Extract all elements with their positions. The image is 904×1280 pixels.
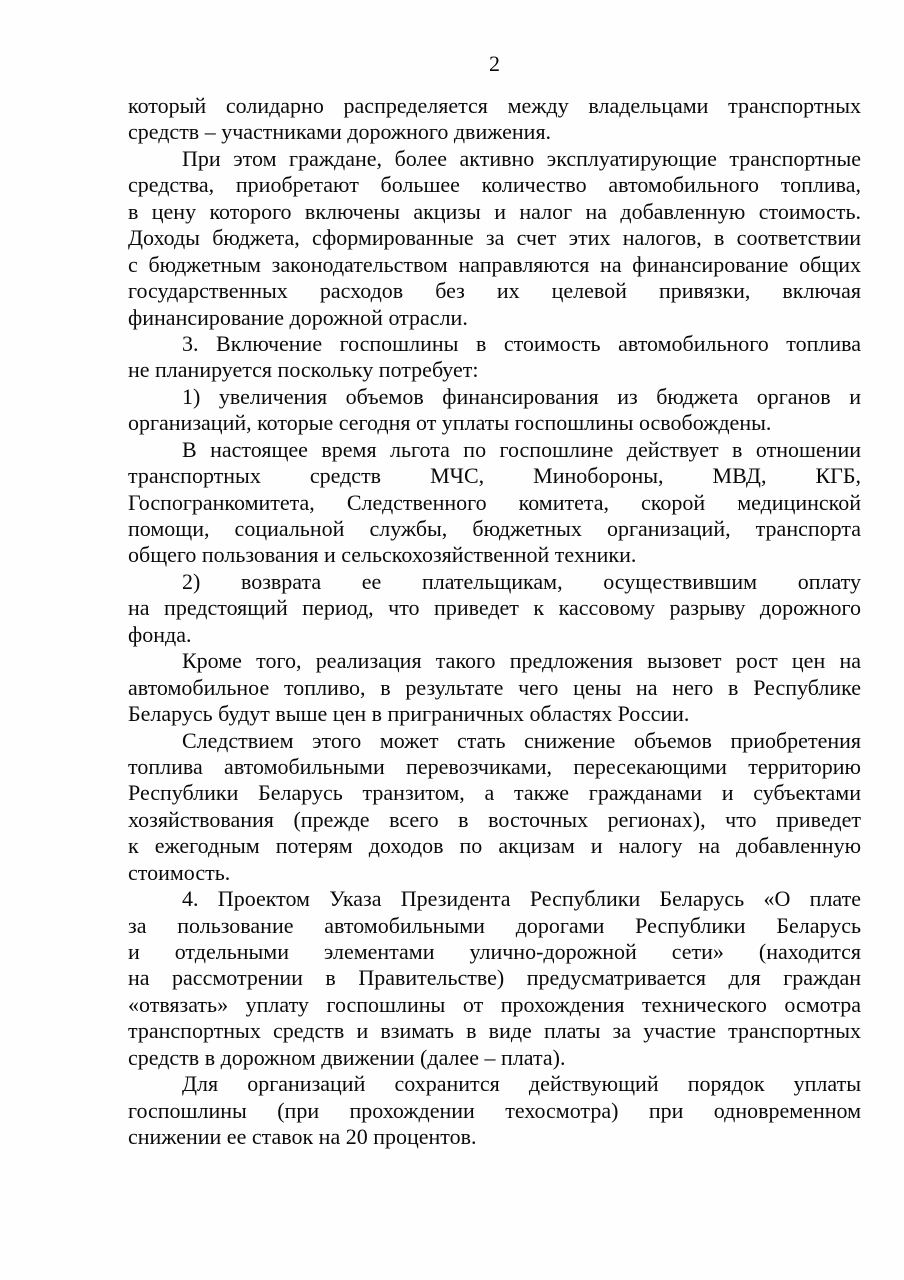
text-line: который солидарно распределяется между владельцами транспортных <box>128 93 861 118</box>
text-line: хозяйствования (прежде всего в восточных регионах), что приведет <box>128 806 861 832</box>
text-line: транспортных средств МЧС, Минобороны, МВД, КГБ, <box>128 463 861 489</box>
text-line: средств в дорожном движении (далее – плата). <box>128 1044 566 1070</box>
paragraph <box>128 886 861 1071</box>
paragraph <box>128 728 861 887</box>
paragraph <box>128 146 861 331</box>
text-line: При этом граждане, более активно эксплуатирующие транспортные <box>182 145 861 171</box>
text-line: организаций, которые сегодня от уплаты госпошлины освобождены. <box>128 410 772 436</box>
text-line: 4. Проектом Указа Президента Республики Беларусь «О плате <box>182 886 861 912</box>
text-line: фонда. <box>128 621 192 647</box>
text-line: стоимость. <box>128 859 231 885</box>
text-line: на предстоящий период, что приведет к кассовому разрыву дорожного <box>128 595 861 621</box>
text-line: транспортных средств и взимать в виде платы за участие транспортных <box>128 1018 861 1044</box>
text-line: 1) увеличения объемов финансирования из бюджета органов и <box>182 383 861 409</box>
text-line: Доходы бюджета, сформированные за счет этих налогов, в соответствии <box>128 225 861 251</box>
paragraph <box>128 437 861 569</box>
paragraph <box>128 1071 861 1150</box>
page-number: 2 <box>489 51 500 76</box>
text-line: Для организаций сохранится действующий порядок уплаты <box>182 1071 861 1097</box>
paragraph <box>128 569 861 648</box>
text-line: Республики Беларусь транзитом, а также гражданами и субъектами <box>128 780 861 806</box>
paragraph <box>128 648 861 727</box>
text-line: государственных расходов без их целевой привязки, включая <box>128 278 861 304</box>
text-line: в цену которого включены акцизы и налог на добавленную стоимость. <box>128 198 861 224</box>
text-line: Кроме того, реализация такого предложения вызовет рост цен на <box>182 648 861 674</box>
text-line: общего пользования и сельскохозяйственной техники. <box>128 542 637 568</box>
text-line: не планируется поскольку потребует: <box>128 357 479 383</box>
text-line: автомобильное топливо, в результате чего цены на него в Республике <box>128 674 861 700</box>
text-line: 3. Включение госпошлины в стоимость автомобильного топлива <box>182 330 861 356</box>
paragraph <box>128 93 861 146</box>
text-line: Следствием этого может стать снижение объемов приобретения <box>182 727 861 753</box>
text-line: снижении ее ставок на 20 процентов. <box>128 1124 477 1150</box>
text-line: «отвязать» уплату госпошлины от прохождения технического осмотра <box>128 991 861 1017</box>
paragraph <box>128 384 861 437</box>
text-line: средств – участниками дорожного движения. <box>128 119 552 145</box>
text-line: к ежегодным потерям доходов по акцизам и налогу на добавленную <box>128 833 861 859</box>
text-line: Госпогранкомитета, Следственного комитета, скорой медицинской <box>128 489 861 515</box>
text-line: и отдельными элементами улично-дорожной сети» (находится <box>128 939 861 964</box>
text-line: средства, приобретают большее количество автомобильного топлива, <box>128 172 861 198</box>
text-line: Беларусь будут выше цен в приграничных областях России. <box>128 701 690 727</box>
text-line: госпошлины (при прохождении техосмотра) при одновременном <box>128 1097 861 1123</box>
document-body <box>128 93 861 1151</box>
text-line: 2) возврата ее плательщикам, осуществившим оплату <box>182 568 861 594</box>
text-line: финансирование дорожной отрасли. <box>128 304 468 330</box>
text-line: помощи, социальной службы, бюджетных организаций, транспорта <box>128 516 861 541</box>
text-line: на рассмотрении в Правительстве) предусматривается для граждан <box>128 965 861 991</box>
text-line: топлива автомобильными перевозчиками, пересекающими территорию <box>128 753 861 779</box>
text-line: В настоящее время льгота по госпошлине действует в отношении <box>182 436 861 462</box>
paragraph <box>128 331 861 384</box>
text-line: с бюджетным законодательством направляются на финансирование общих <box>128 251 861 277</box>
text-line: за пользование автомобильными дорогами Республики Беларусь <box>128 912 861 938</box>
